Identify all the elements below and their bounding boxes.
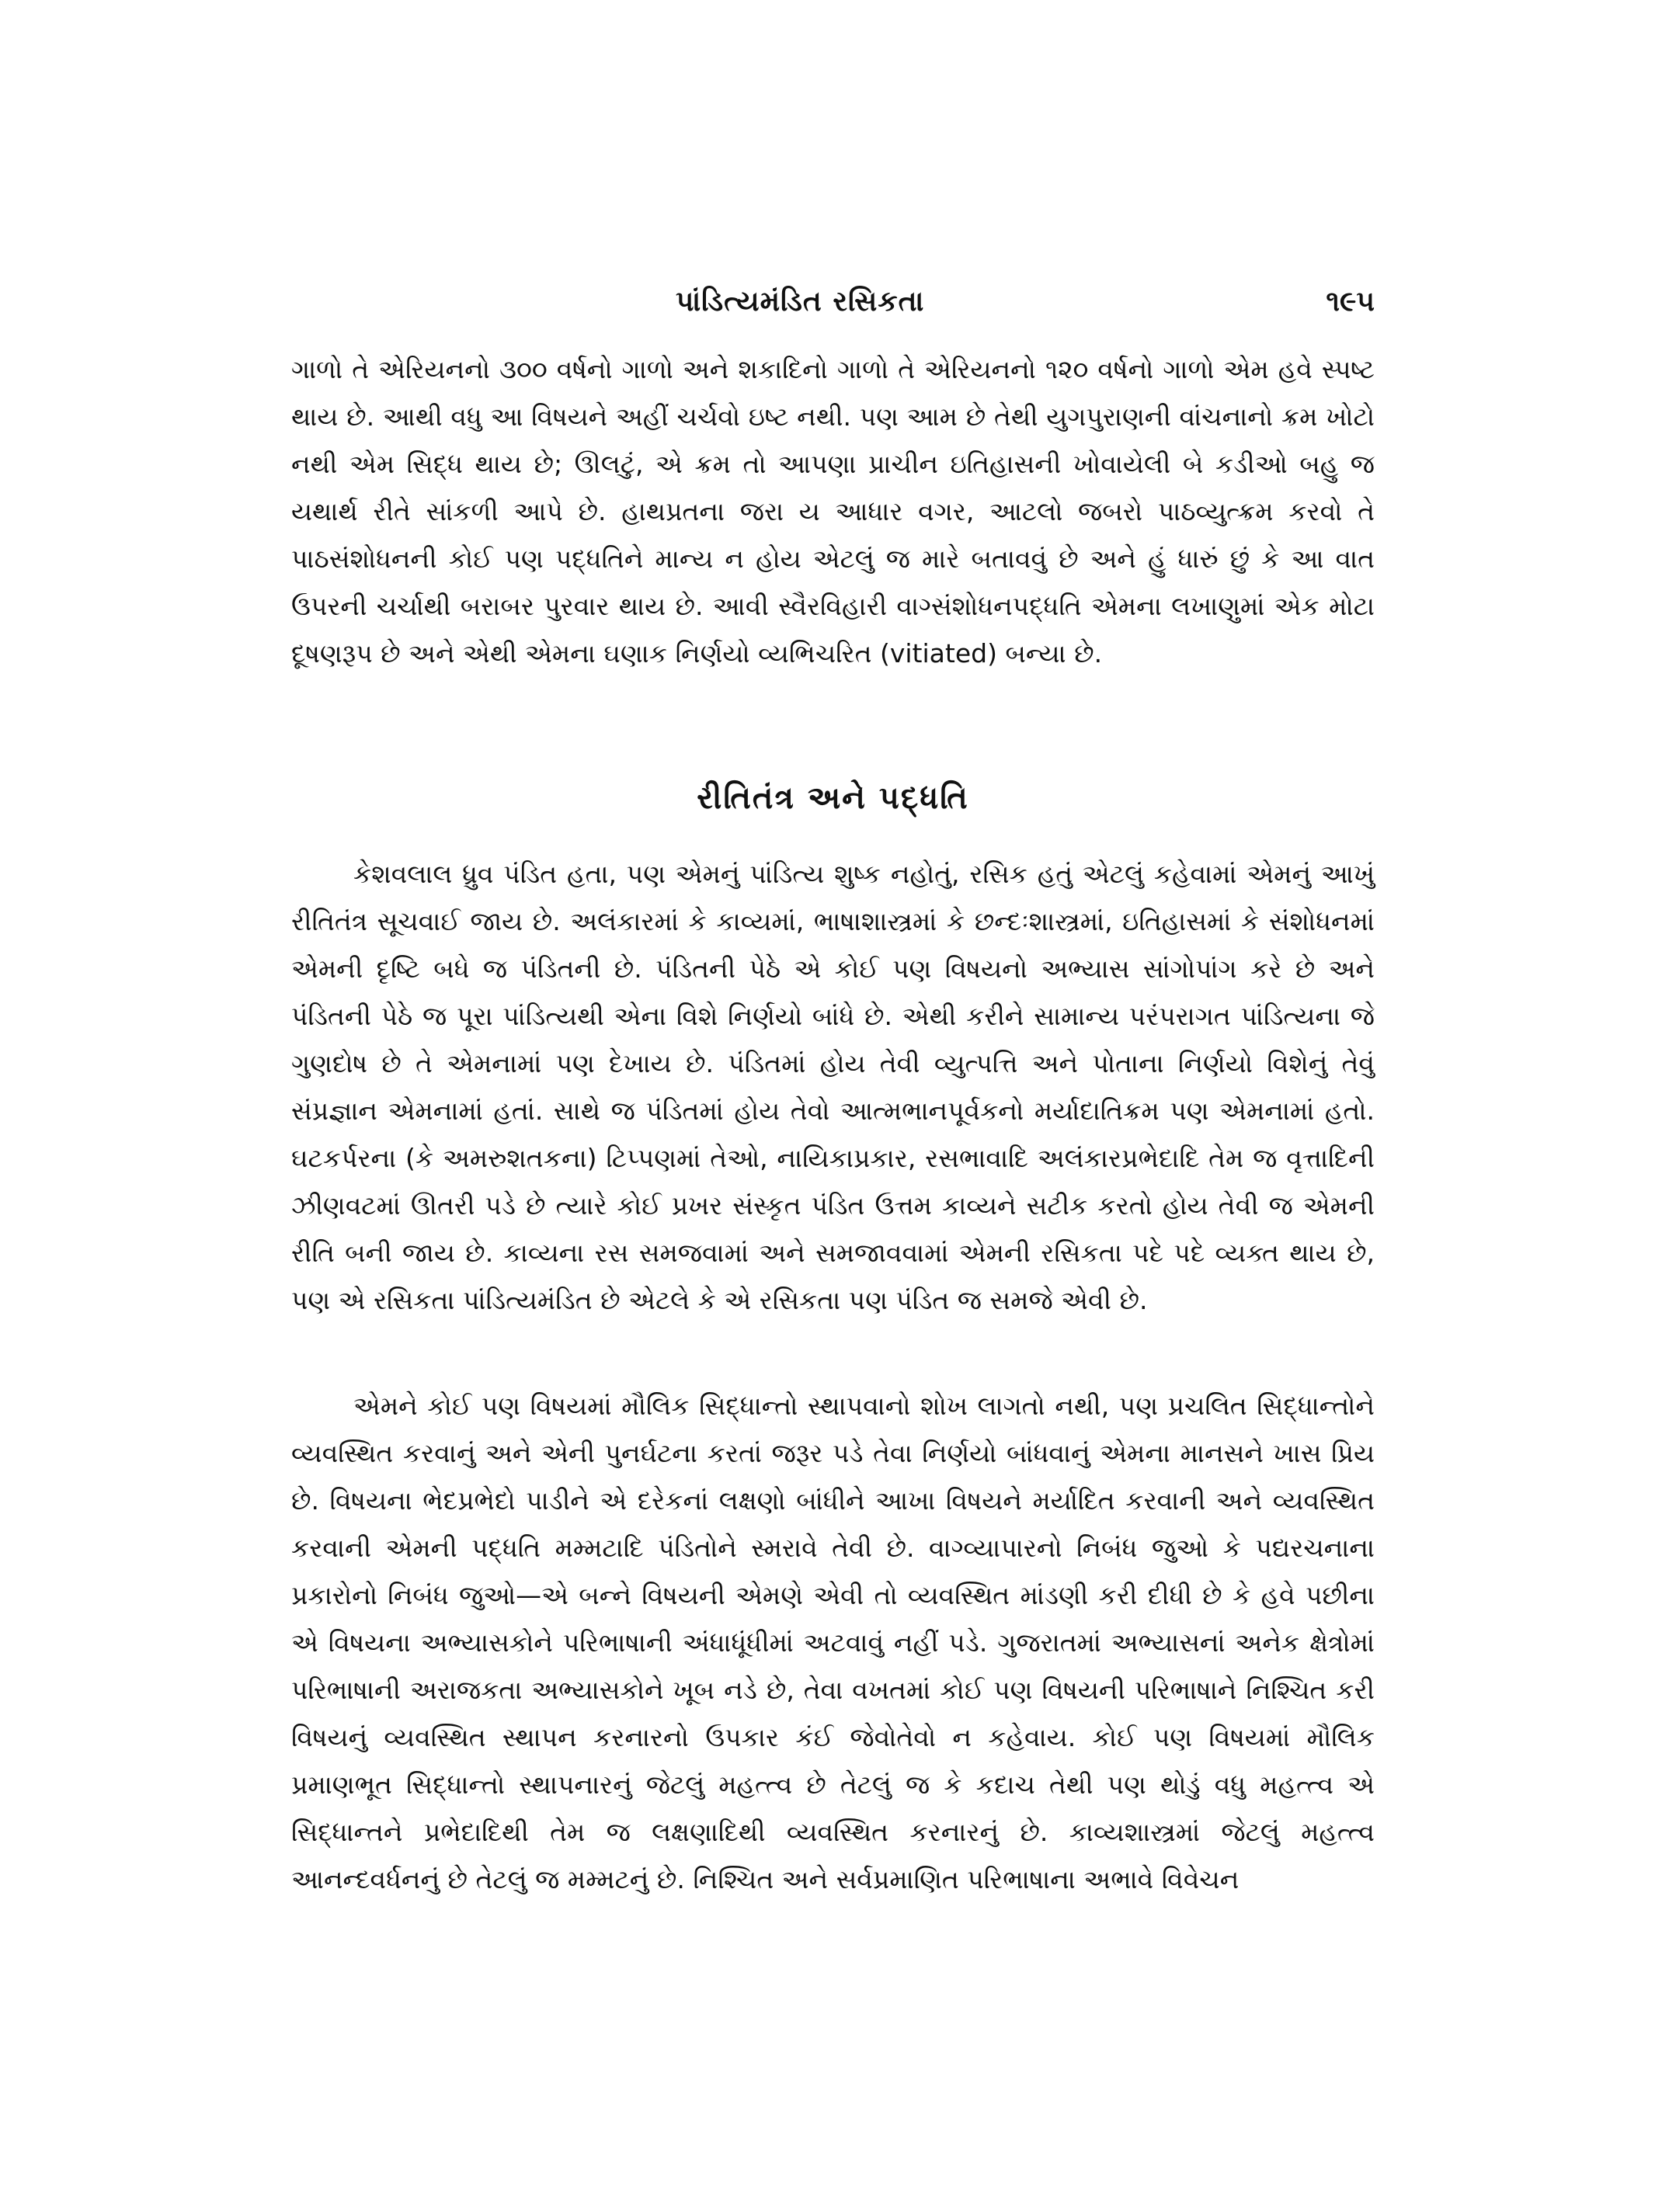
section-heading: રીતિતંત્ર અને પદ્ધતિ: [697, 780, 969, 816]
paragraph-3: [291, 1382, 1375, 1903]
paragraph-text: એમને કોઈ પણ વિષયમાં મૌલિક સિદ્ધાન્તો સ્થાપવાનો શોખ લાગતો નથી, પણ પ્રચલિત સિદ્ધાન્તોને વ્યવસ્થિત કરવાનું અને એની પુનર્ઘટના કરતાં જરૂર પડે તેવા નિર્ણયો બાંધવાનું એમના માનસને ખાસ પ્રિય છે. વિષયના ભેદપ્રભેદો પાડીને એ દરેકનાં લક્ષણો બાંધીને આખા વિષયને મર્યાદિત કરવાની અને વ્યવસ્થિત કરવાની એમની પદ્ધતિ મમ્મટાદિ પંડિતોને સ્મરાવે તેવી છે. વાગ્વ્યાપારનો નિબંધ જુઓ કે પદ્યરચનાના પ્રકારોનો નિબંધ જુઓ—એ બન્ને વિષયની એમણે એવી તો વ્યવસ્થિત માંડણી કરી દીધી છે કે હવે પછીના એ વિષયના અભ્યાસકોને પરિભાષાની અંધાધૂંધીમાં અટવાવું નહીં પડે. ગુજરાતમાં અભ્યાસનાં અનેક ક્ષેત્રોમાં પરિભાષાની અરાજકતા અભ્યાસકોને ખૂબ નડે છે, તેવા વખતમાં કોઈ પણ વિષયની પરિભાષાને નિશ્ચિત કરી વિષયનું વ્યવસ્થિત સ્થાપન કરનારનો ઉપકાર કંઈ જેવોતેવો ન કહેવાય. કોઈ પણ વિષયમાં મૌલિક પ્રમાણભૂત સિદ્ધાન્તો સ્થાપનારનું જેટલું મહત્ત્વ છે તેટલું જ કે કદાચ તેથી પણ થોડું વધુ મહત્ત્વ એ સિદ્ધાન્તને પ્રભેદાદિથી તેમ જ લક્ષણાદિથી વ્યવસ્થિત કરનારનું છે. કાવ્યશાસ્ત્રમાં જેટલું મહત્ત્વ આનન્દવર્ધનનું છે તેટલું જ મમ્મટનું છે. નિશ્ચિત અને સર્વપ્રમાણિત પરિભાષાના અભાવે વિવેચન: [291, 1391, 1375, 1894]
paragraph-text: ગાળો તે એરિયનનો ૩૦૦ વર્ષનો ગાળો અને શકાદિનો ગાળો તે એરિયનનો ૧૨૦ વર્ષનો ગાળો એમ હવે સ્પષ્ટ થાય છે. આથી વધુ આ વિષયને અહીં ચર્ચવો ઇષ્ટ નથી. પણ આમ છે તેથી યુગપુરાણની વાંચનાનો ક્રમ ખોટો નથી એમ સિદ્ધ થાય છે; ઊલટું, એ ક્રમ તો આપણા પ્રાચીન ઇતિહાસની ખોવાયેલી બે કડીઓ બહુ જ યથાર્થ રીતે સાંકળી આપે છે. હાથપ્રતના જરા ય આધાર વગર, આટલો જબરો પાઠવ્યુત્ક્રમ કરવો તે પાઠસંશોધનની કોઈ પણ પદ્ધતિને માન્ય ન હોય એટલું જ મારે બતાવવું છે અને હું ધારું છું કે આ વાત ઉપરની ચર્ચાથી બરાબર પુરવાર થાય છે. આવી સ્વૈરવિહારી વાગ્સંશોધનપદ્ધતિ એમના લખાણુમાં એક મોટા દૂષણરૂપ છે અને એથી એમના ઘણાક નિર્ણયો વ્યભિચરિત (vitiated) બન્યા છે.: [291, 354, 1375, 668]
paragraph-text: કેશવલાલ ધ્રુવ પંડિત હતા, પણ એમનું પાંડિત્ય શુષ્ક નહોતું, રસિક હતું એટલું કહેવામાં એમનું આખું રીતિતંત્ર સૂચવાઈ જાય છે. અલંકારમાં કે કાવ્યમાં, ભાષાશાસ્ત્રમાં કે છન્દઃશાસ્ત્રમાં, ઇતિહાસમાં કે સંશોધનમાં એમની દૃષ્ટિ બધે જ પંડિતની છે. પંડિતની પેઠે એ કોઈ પણ વિષયનો અભ્યાસ સાંગોપાંગ કરે છે અને પંડિતની પેઠે જ પૂરા પાંડિત્યથી એના વિશે નિર્ણયો બાંધે છે. એથી કરીને સામાન્ય પરંપરાગત પાંડિત્યના જે ગુણદોષ છે તે એમનામાં પણ દેખાય છે. પંડિતમાં હોય તેવી વ્યુત્પત્તિ અને પોતાના નિર્ણયો વિશેનું તેવું સંપ્રજ્ઞાન એમનામાં હતાં. સાથે જ પંડિતમાં હોય તેવો આત્મભાનપૂર્વકનો મર્યાદાતિક્રમ પણ એમનામાં હતો. ઘટકર્પરના (કે અમરુશતકના) ટિપ્પણમાં તેઓ, નાયિકાપ્રકાર, રસભાવાદિ અલંકારપ્રભેદાદિ તેમ જ વૃત્તાદિની ઝીણવટમાં ઊતરી પડે છે ત્યારે કોઈ પ્રખર સંસ્કૃત પંડિત ઉત્તમ કાવ્યને સટીક કરતો હોય તેવી જ એમની રીતિ બની જાય છે. કાવ્યના રસ સમજવામાં અને સમજાવવામાં એમની રસિકતા પદે પદે વ્યક્ત થાય છે, પણ એ રસિકતા પાંડિત્યમંડિત છે એટલે કે એ રસિકતા પણ પંડિત જ સમજે એવી છે.: [291, 859, 1375, 1315]
running-head: [295, 286, 1375, 332]
paragraph-2: [291, 850, 1375, 1324]
page-number: ૧૯૫: [1326, 286, 1375, 318]
paragraph-continued: [291, 346, 1375, 677]
running-title: પાંડિત્યમંડિત રસિકતા: [676, 286, 925, 318]
